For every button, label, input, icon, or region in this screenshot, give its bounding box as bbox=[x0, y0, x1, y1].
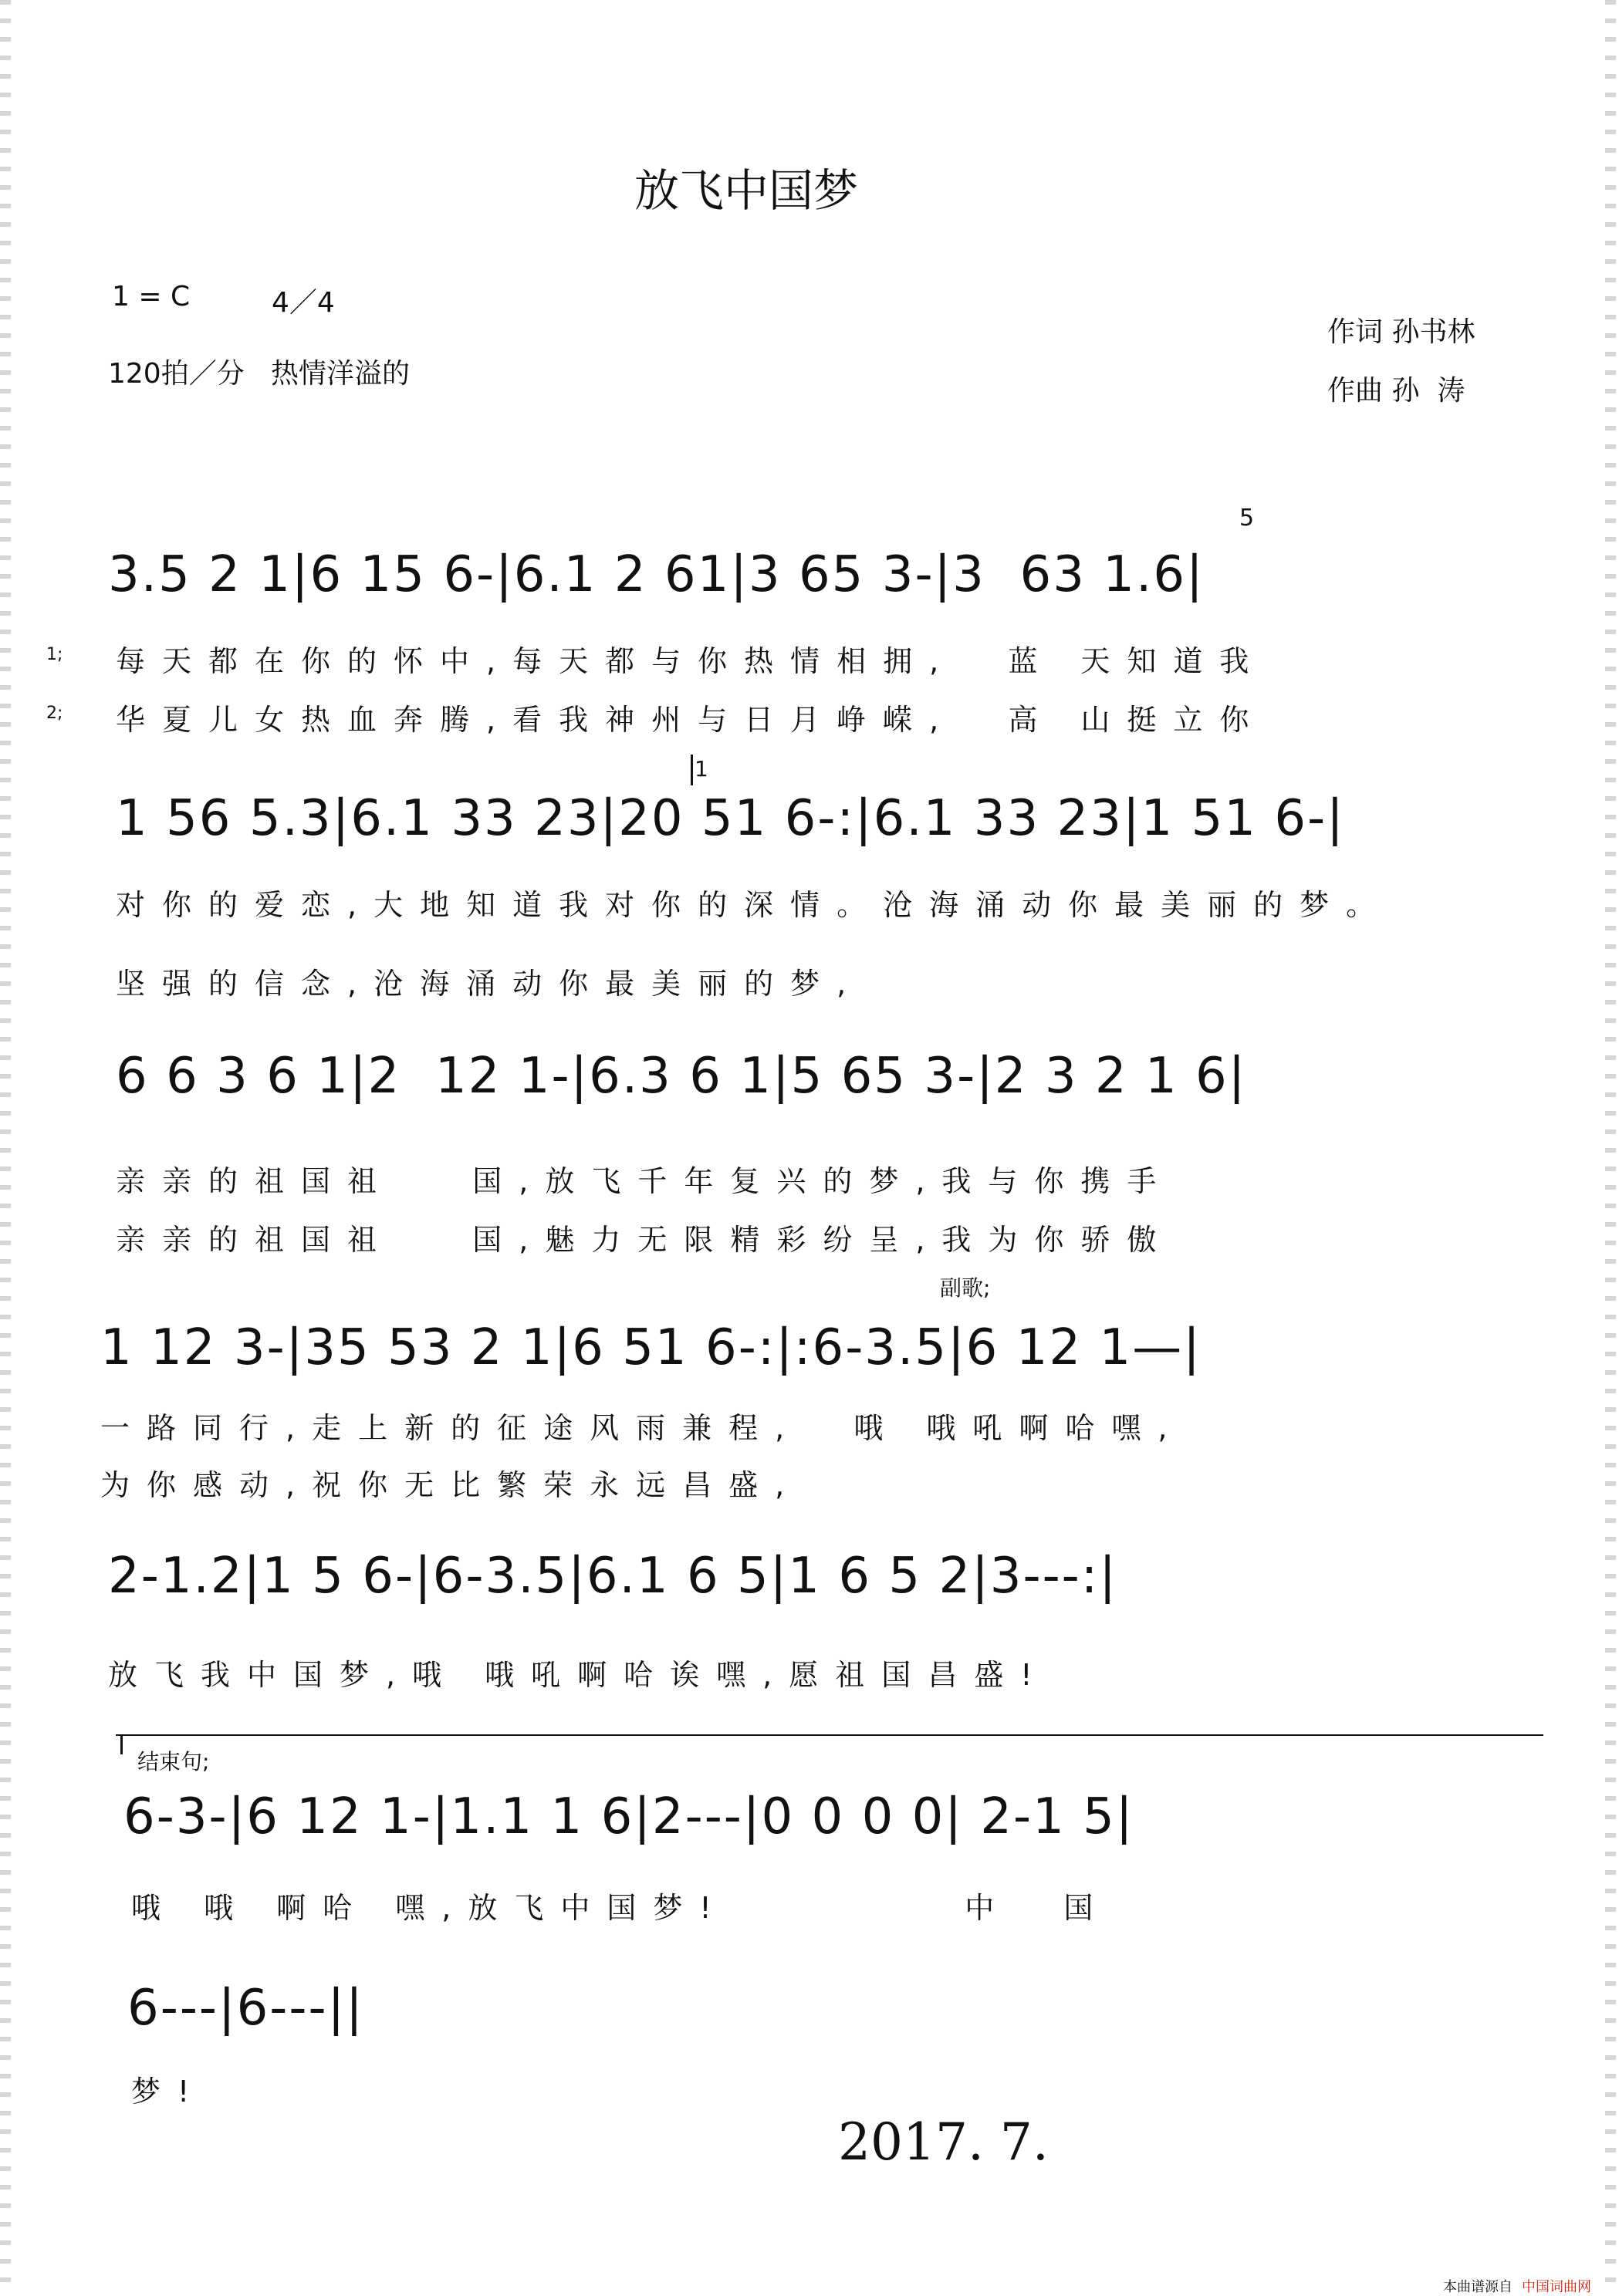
ending-label: 结束句; bbox=[137, 1749, 210, 1774]
key-signature: 1 = C bbox=[112, 281, 191, 312]
lyrics-row-7: 梦! bbox=[131, 2075, 207, 2109]
grace-note: 5 bbox=[1239, 505, 1255, 532]
footer-site-link[interactable]: 中国词曲网 bbox=[1522, 2279, 1591, 2295]
right-border-strip bbox=[1605, 0, 1616, 2296]
notation-row-3: 6 6 3 6 1|2 12 1-|6.3 6 1|5 65 3-|2 3 2 1 6| bbox=[116, 1048, 1247, 1105]
time-signature: 4／4 bbox=[272, 287, 335, 319]
verse-2-number: 2; bbox=[46, 704, 63, 723]
lyrics-row-1-verse-1: 每天都在你的怀中,每天都与你热情相拥, 蓝 天知道我 bbox=[116, 644, 1266, 678]
composer-credit: 作曲 孙 涛 bbox=[1327, 375, 1465, 407]
footer-source-text: 本曲谱源自 bbox=[1443, 2279, 1513, 2295]
volta-bracket bbox=[691, 755, 693, 785]
lyrics-row-4-verse-2: 为你感动,祝你无比繁荣永远昌盛, bbox=[100, 1468, 802, 1502]
lyrics-row-5: 放飞我中国梦,哦 哦吼啊哈诶嘿,愿祖国昌盛! bbox=[108, 1658, 1049, 1692]
lyrics-row-3-verse-2: 亲亲的祖国祖 国,魅力无限精彩纷呈,我为你骄傲 bbox=[116, 1223, 1174, 1257]
notation-row-5: 2-1.2|1 5 6-|6-3.5|6.1 6 5|1 6 5 2|3---:| bbox=[108, 1548, 1117, 1605]
lyricist-credit: 作词 孙书林 bbox=[1327, 316, 1475, 348]
notation-row-7: 6---|6---|| bbox=[127, 1980, 364, 2037]
verse-1-number: 1; bbox=[46, 645, 63, 664]
notation-row-4: 1 12 3-|35 53 2 1|6 51 6-:|:6-3.5|6 12 1—| bbox=[100, 1319, 1202, 1376]
lyrics-row-3-verse-1: 亲亲的祖国祖 国,放飞千年复兴的梦,我与你携手 bbox=[116, 1164, 1174, 1198]
ending-divider bbox=[116, 1734, 1543, 1736]
lyrics-row-1-verse-2: 华夏儿女热血奔腾,看我神州与日月峥嵘, 高 山挺立你 bbox=[116, 703, 1266, 737]
lyrics-row-4-verse-1: 一路同行,走上新的征途风雨兼程, 哦 哦吼啊哈嘿, bbox=[100, 1411, 1185, 1445]
lyrics-row-2-verse-2: 坚强的信念,沧海涌动你最美丽的梦, bbox=[116, 967, 864, 1001]
chorus-label: 副歌; bbox=[940, 1275, 991, 1301]
notation-row-2: 1 56 5.3|6.1 33 23|20 51 6-:|6.1 33 23|1 51 6-| bbox=[116, 790, 1345, 847]
volta-1-label: 1 bbox=[695, 756, 708, 782]
tempo-marking: 120拍／分 热情洋溢的 bbox=[108, 358, 411, 390]
left-border-strip bbox=[0, 0, 11, 2296]
ending-bracket bbox=[120, 1734, 123, 1754]
lyrics-row-6: 哦 哦 啊哈 嘿,放飞中国梦! 中 国 bbox=[131, 1891, 1110, 1925]
song-title: 放飞中国梦 bbox=[634, 164, 859, 217]
notation-row-1: 3.5 2 1|6 15 6-|6.1 2 61|3 65 3-|3 63 1.6| bbox=[108, 546, 1205, 603]
notation-row-6: 6-3-|6 12 1-|1.1 1 6|2---|0 0 0 0| 2-1 5| bbox=[123, 1788, 1134, 1845]
composition-date: 2017. 7. bbox=[838, 2112, 1049, 2172]
lyrics-row-2-verse-1: 对你的爱恋,大地知道我对你的深情。沧海涌动你最美丽的梦。 bbox=[116, 888, 1393, 922]
